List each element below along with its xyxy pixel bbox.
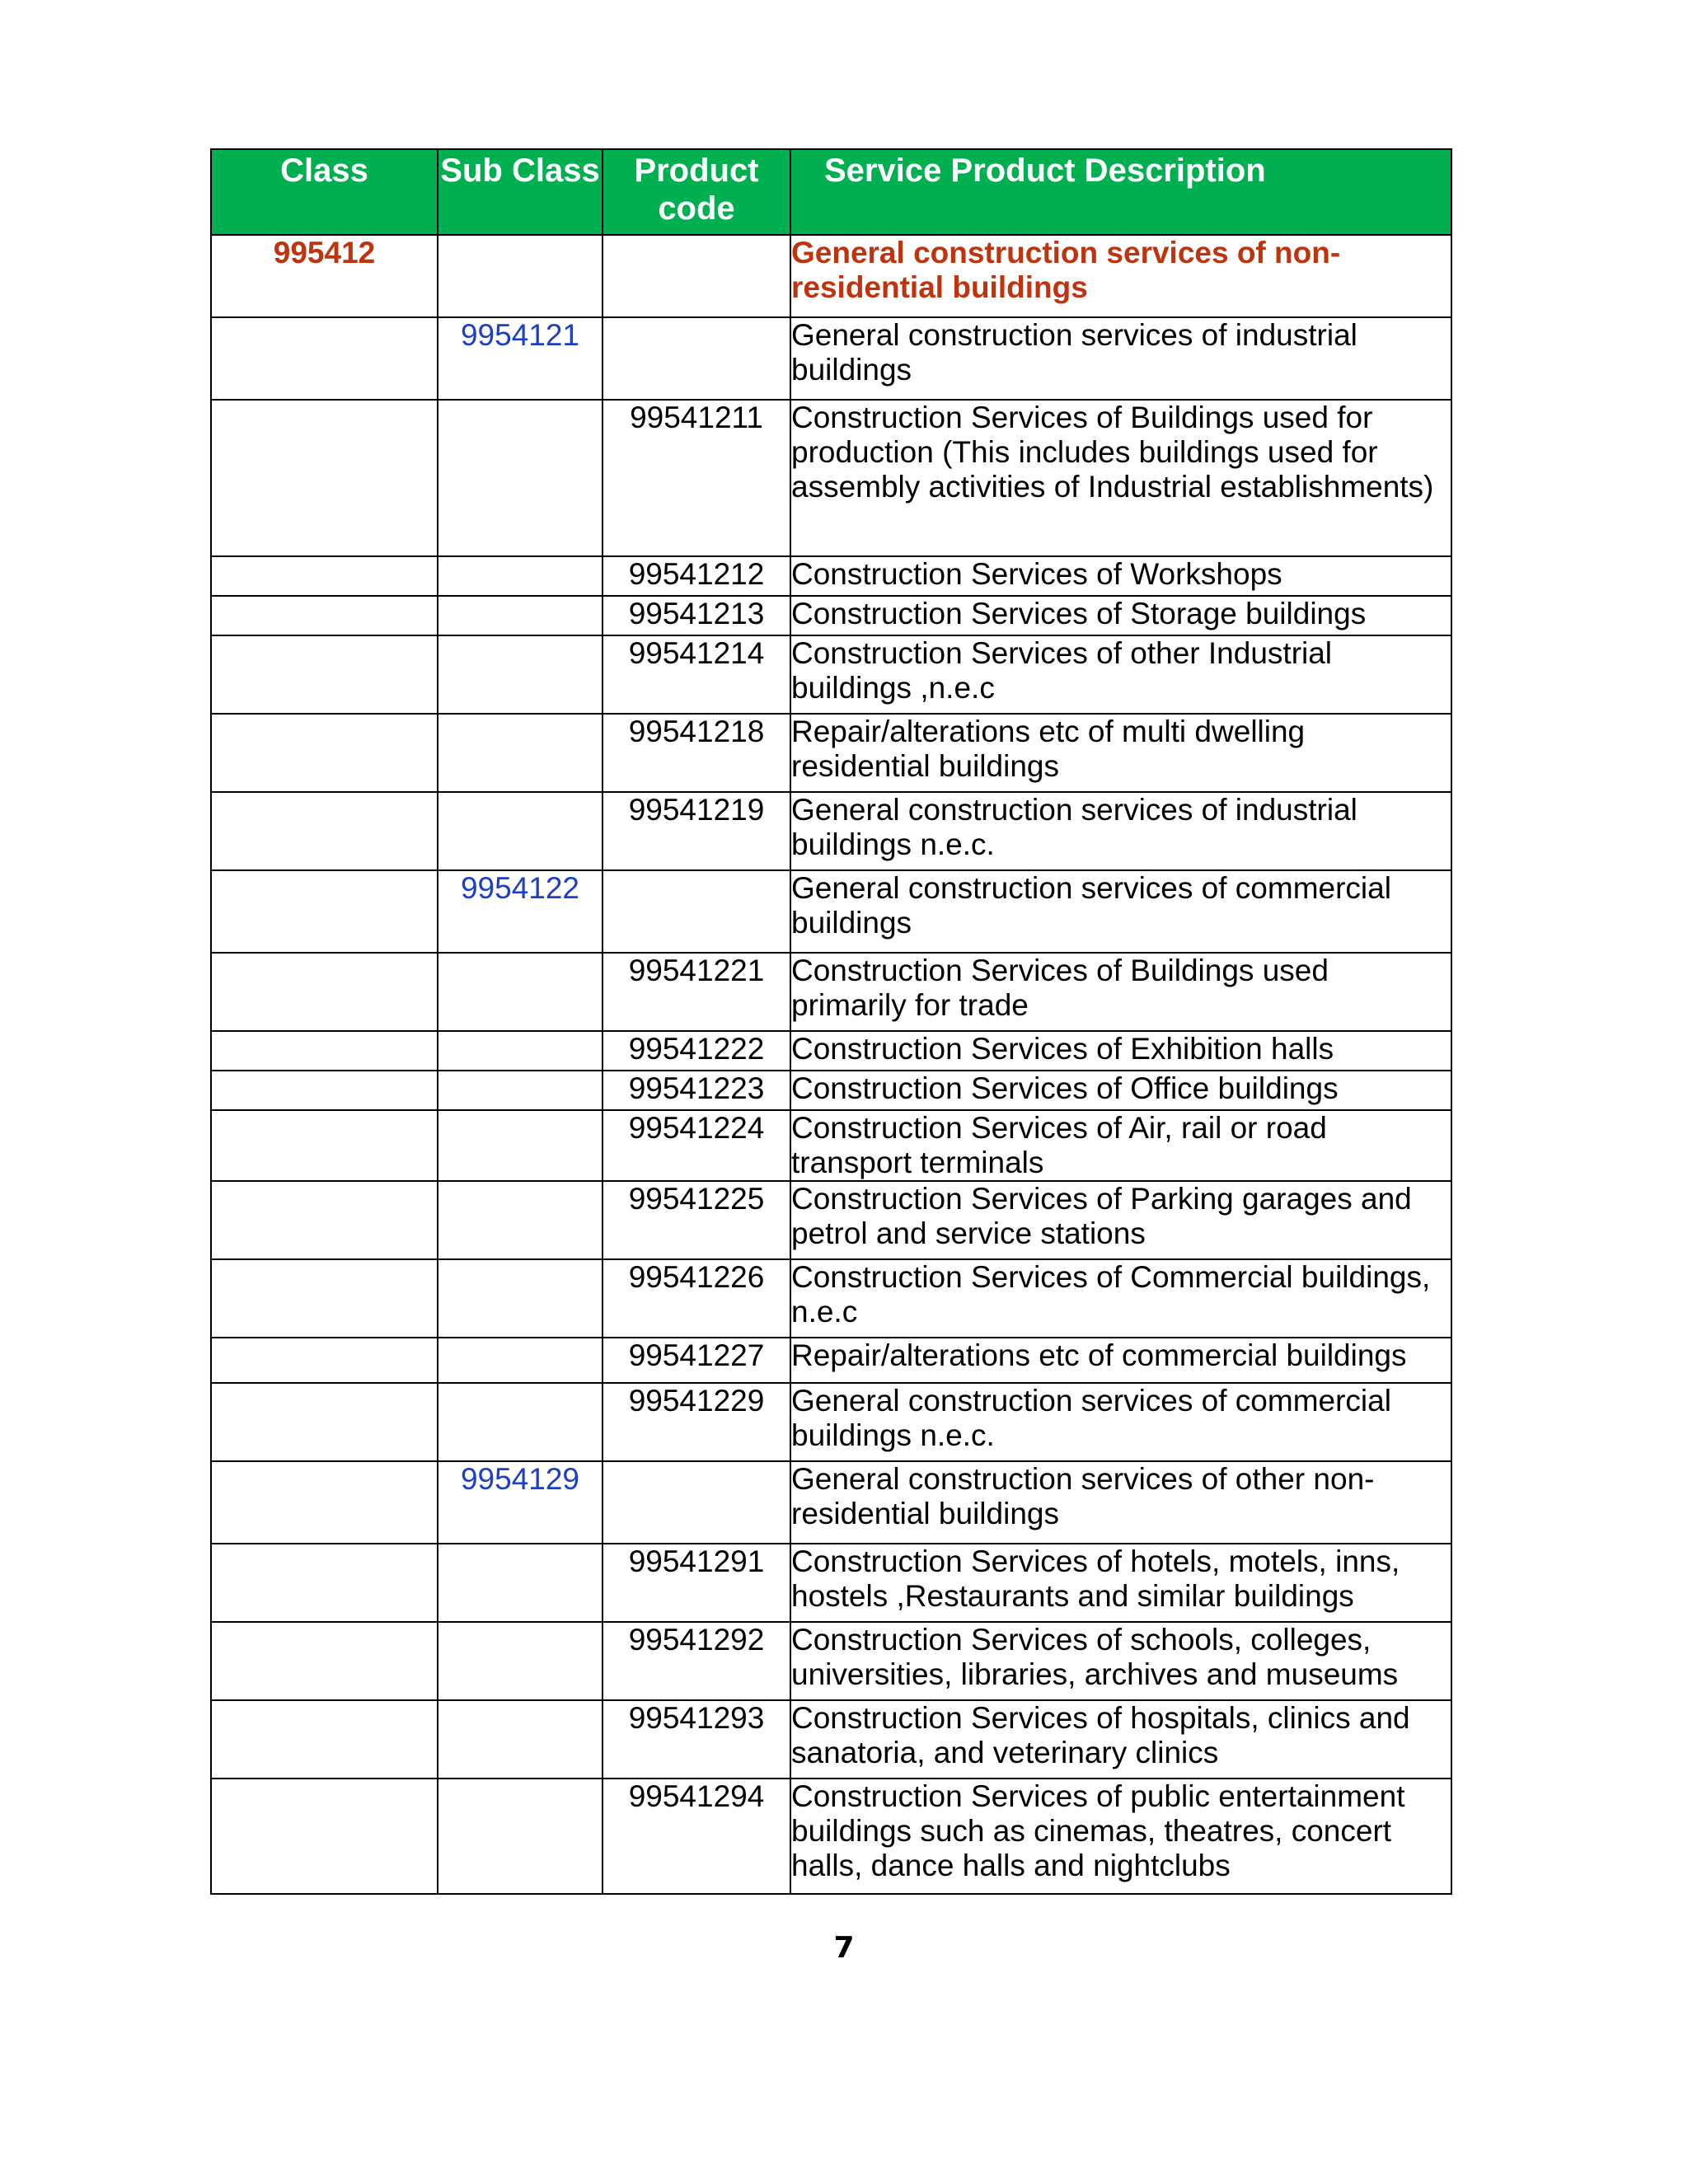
product-code-cell: 99541223 [603, 1071, 790, 1110]
class-cell [211, 1110, 438, 1181]
product-row [211, 400, 1451, 556]
description-cell: General construction services of industrial buildings [790, 317, 1451, 400]
class-cell [211, 556, 438, 596]
sub-class-cell [438, 953, 603, 1031]
product-row [211, 1622, 1451, 1700]
product-row [211, 1338, 1451, 1383]
page-number: 7 [833, 1931, 855, 1965]
sub-class-cell [438, 1700, 603, 1779]
product-code-cell [603, 870, 790, 953]
product-row [211, 1544, 1451, 1622]
product-row [211, 596, 1451, 635]
product-code-cell: 99541221 [603, 953, 790, 1031]
subclass-row [211, 870, 1451, 953]
description-cell: General construction services of non-residential buildings [790, 235, 1451, 317]
product-code-cell: 99541291 [603, 1544, 790, 1622]
subclass-row [211, 317, 1451, 400]
class-cell [211, 1461, 438, 1544]
product-code-cell: 99541214 [603, 635, 790, 714]
header-class: Class [211, 149, 438, 235]
sub-class-cell [438, 1383, 603, 1461]
header-product-code: Product code [603, 149, 790, 235]
description-cell: Construction Services of hospitals, clinics and sanatoria, and veterinary clinics [790, 1700, 1451, 1779]
description-cell: Construction Services of Commercial buildings, n.e.c [790, 1259, 1451, 1338]
product-row [211, 1110, 1451, 1181]
sub-class-cell [438, 235, 603, 317]
product-code-cell: 99541292 [603, 1622, 790, 1700]
sub-class-cell [438, 1031, 603, 1071]
class-cell [211, 953, 438, 1031]
sub-class-cell [438, 596, 603, 635]
sub-class-cell: 9954122 [438, 870, 603, 953]
product-row [211, 556, 1451, 596]
product-row [211, 1031, 1451, 1071]
header-sub-class: Sub Class [438, 149, 603, 235]
class-cell [211, 1259, 438, 1338]
sub-class-cell [438, 1544, 603, 1622]
product-code-cell [603, 317, 790, 400]
class-cell [211, 1544, 438, 1622]
description-cell: Construction Services of Exhibition halls [790, 1031, 1451, 1071]
class-cell [211, 635, 438, 714]
description-cell: Construction Services of schools, colleges, universities, libraries, archives and museums [790, 1622, 1451, 1700]
product-code-cell: 99541219 [603, 792, 790, 870]
description-cell: Construction Services of public entertainment buildings such as cinemas, theatres, concert halls, dance halls and nightclubs [790, 1779, 1451, 1894]
sub-class-cell [438, 714, 603, 792]
class-cell [211, 714, 438, 792]
sub-class-cell [438, 1259, 603, 1338]
class-cell [211, 400, 438, 556]
product-row [211, 792, 1451, 870]
sub-class-cell [438, 1622, 603, 1700]
description-cell: Repair/alterations etc of commercial buildings [790, 1338, 1451, 1383]
product-code-cell: 99541225 [603, 1181, 790, 1259]
sub-class-cell [438, 792, 603, 870]
product-code-cell: 99541218 [603, 714, 790, 792]
class-cell [211, 1181, 438, 1259]
description-cell: Construction Services of Buildings used for production (This includes buildings used for assembly activities of Industrial establishments) [790, 400, 1451, 556]
sub-class-cell: 9954121 [438, 317, 603, 400]
class-cell [211, 317, 438, 400]
product-row [211, 714, 1451, 792]
description-cell: General construction services of other non-residential buildings [790, 1461, 1451, 1544]
class-cell [211, 870, 438, 953]
description-cell: General construction services of commercial buildings n.e.c. [790, 1383, 1451, 1461]
class-cell [211, 1700, 438, 1779]
description-cell: Construction Services of Office buildings [790, 1071, 1451, 1110]
table-body [211, 235, 1451, 1894]
class-cell [211, 1338, 438, 1383]
header-description: Service Product Description [790, 149, 1451, 235]
description-cell: General construction services of industrial buildings n.e.c. [790, 792, 1451, 870]
description-cell: General construction services of commercial buildings [790, 870, 1451, 953]
sub-class-cell [438, 1110, 603, 1181]
product-code-cell [603, 1461, 790, 1544]
class-cell [211, 1622, 438, 1700]
description-cell: Construction Services of Parking garages and petrol and service stations [790, 1181, 1451, 1259]
product-row [211, 635, 1451, 714]
description-cell: Construction Services of hotels, motels, inns, hostels ,Restaurants and similar buildings [790, 1544, 1451, 1622]
description-cell: Construction Services of other Industrial buildings ,n.e.c [790, 635, 1451, 714]
product-row [211, 1071, 1451, 1110]
product-row [211, 953, 1451, 1031]
sub-class-cell [438, 556, 603, 596]
class-cell [211, 596, 438, 635]
sub-class-cell [438, 1779, 603, 1894]
description-cell: Construction Services of Buildings used primarily for trade [790, 953, 1451, 1031]
product-row [211, 1259, 1451, 1338]
description-cell: Construction Services of Storage buildings [790, 596, 1451, 635]
product-row [211, 1700, 1451, 1779]
class-cell [211, 792, 438, 870]
header-row [211, 149, 1451, 235]
service-code-table [210, 148, 1452, 1895]
product-code-cell: 99541222 [603, 1031, 790, 1071]
class-cell [211, 1383, 438, 1461]
description-cell: Repair/alterations etc of multi dwelling residential buildings [790, 714, 1451, 792]
class-cell [211, 1031, 438, 1071]
sub-class-cell [438, 635, 603, 714]
product-row [211, 1779, 1451, 1894]
product-code-cell: 99541211 [603, 400, 790, 556]
product-row [211, 1181, 1451, 1259]
sub-class-cell [438, 1338, 603, 1383]
product-code-cell: 99541293 [603, 1700, 790, 1779]
product-code-cell: 99541229 [603, 1383, 790, 1461]
product-code-cell: 99541227 [603, 1338, 790, 1383]
product-code-cell: 99541226 [603, 1259, 790, 1338]
class-cell: 995412 [211, 235, 438, 317]
product-code-cell: 99541224 [603, 1110, 790, 1181]
description-cell: Construction Services of Air, rail or road transport terminals [790, 1110, 1451, 1181]
sub-class-cell [438, 1181, 603, 1259]
subclass-row [211, 1461, 1451, 1544]
product-code-cell: 99541294 [603, 1779, 790, 1894]
product-row [211, 1383, 1451, 1461]
product-code-cell: 99541212 [603, 556, 790, 596]
product-code-cell: 99541213 [603, 596, 790, 635]
product-code-cell [603, 235, 790, 317]
sub-class-cell: 9954129 [438, 1461, 603, 1544]
sub-class-cell [438, 1071, 603, 1110]
sub-class-cell [438, 400, 603, 556]
table-header [211, 149, 1451, 235]
class-cell [211, 1779, 438, 1894]
class-cell [211, 1071, 438, 1110]
description-cell: Construction Services of Workshops [790, 556, 1451, 596]
class-row [211, 235, 1451, 317]
